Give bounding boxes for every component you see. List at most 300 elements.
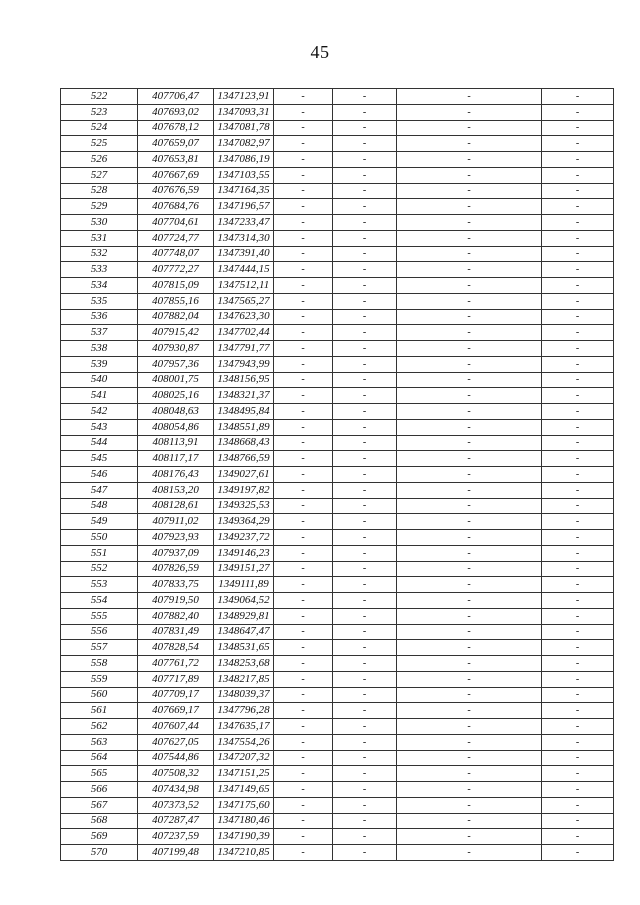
x-coordinate-cell: 407761,72 <box>138 656 214 672</box>
table-row <box>61 640 614 656</box>
x-coordinate-cell: 407772,27 <box>138 262 214 278</box>
dash-cell-7: - <box>542 404 614 420</box>
y-coordinate-cell: 1347565,27 <box>214 293 274 309</box>
y-coordinate-cell: 1347391,40 <box>214 246 274 262</box>
dash-cell-4: - <box>274 608 333 624</box>
dash-cell-7: - <box>542 766 614 782</box>
dash-cell-6: - <box>397 341 542 357</box>
table-row <box>61 199 614 215</box>
dash-cell-6: - <box>397 719 542 735</box>
table-row <box>61 719 614 735</box>
dash-cell-5: - <box>333 577 397 593</box>
dash-cell-4: - <box>274 183 333 199</box>
dash-cell-7: - <box>542 215 614 231</box>
dash-cell-6: - <box>397 671 542 687</box>
dash-cell-5: - <box>333 230 397 246</box>
dash-cell-4: - <box>274 750 333 766</box>
dash-cell-4: - <box>274 89 333 105</box>
dash-cell-5: - <box>333 388 397 404</box>
x-coordinate-cell: 408113,91 <box>138 435 214 451</box>
dash-cell-6: - <box>397 593 542 609</box>
dash-cell-7: - <box>542 120 614 136</box>
table-row <box>61 703 614 719</box>
x-coordinate-cell: 407923,93 <box>138 530 214 546</box>
x-coordinate-cell: 407748,07 <box>138 246 214 262</box>
point-number-cell: 559 <box>61 671 138 687</box>
dash-cell-5: - <box>333 167 397 183</box>
table-row <box>61 136 614 152</box>
dash-cell-6: - <box>397 813 542 829</box>
dash-cell-4: - <box>274 845 333 861</box>
table-row <box>61 782 614 798</box>
dash-cell-4: - <box>274 561 333 577</box>
dash-cell-7: - <box>542 199 614 215</box>
point-number-cell: 547 <box>61 482 138 498</box>
dash-cell-7: - <box>542 467 614 483</box>
dash-cell-4: - <box>274 829 333 845</box>
dash-cell-7: - <box>542 309 614 325</box>
table-row <box>61 215 614 231</box>
dash-cell-5: - <box>333 782 397 798</box>
dash-cell-5: - <box>333 356 397 372</box>
dash-cell-7: - <box>542 293 614 309</box>
point-number-cell: 551 <box>61 545 138 561</box>
y-coordinate-cell: 1348531,65 <box>214 640 274 656</box>
table-row <box>61 482 614 498</box>
dash-cell-4: - <box>274 372 333 388</box>
dash-cell-7: - <box>542 89 614 105</box>
dash-cell-7: - <box>542 545 614 561</box>
point-number-cell: 555 <box>61 608 138 624</box>
y-coordinate-cell: 1347702,44 <box>214 325 274 341</box>
dash-cell-5: - <box>333 136 397 152</box>
dash-cell-5: - <box>333 309 397 325</box>
table-row <box>61 766 614 782</box>
dash-cell-4: - <box>274 435 333 451</box>
point-number-cell: 566 <box>61 782 138 798</box>
dash-cell-4: - <box>274 278 333 294</box>
y-coordinate-cell: 1347180,46 <box>214 813 274 829</box>
dash-cell-6: - <box>397 325 542 341</box>
table-row <box>61 608 614 624</box>
point-number-cell: 569 <box>61 829 138 845</box>
dash-cell-7: - <box>542 530 614 546</box>
dash-cell-6: - <box>397 577 542 593</box>
table-row <box>61 341 614 357</box>
point-number-cell: 568 <box>61 813 138 829</box>
table-row <box>61 577 614 593</box>
dash-cell-5: - <box>333 183 397 199</box>
table-row <box>61 325 614 341</box>
x-coordinate-cell: 408153,20 <box>138 482 214 498</box>
y-coordinate-cell: 1347512,11 <box>214 278 274 294</box>
y-coordinate-cell: 1348929,81 <box>214 608 274 624</box>
x-coordinate-cell: 407882,40 <box>138 608 214 624</box>
dash-cell-6: - <box>397 230 542 246</box>
dash-cell-4: - <box>274 703 333 719</box>
dash-cell-6: - <box>397 372 542 388</box>
dash-cell-6: - <box>397 482 542 498</box>
x-coordinate-cell: 408048,63 <box>138 404 214 420</box>
x-coordinate-cell: 407627,05 <box>138 734 214 750</box>
dash-cell-5: - <box>333 608 397 624</box>
dash-cell-6: - <box>397 530 542 546</box>
dash-cell-5: - <box>333 845 397 861</box>
dash-cell-6: - <box>397 451 542 467</box>
dash-cell-5: - <box>333 152 397 168</box>
dash-cell-6: - <box>397 750 542 766</box>
dash-cell-7: - <box>542 593 614 609</box>
point-number-cell: 523 <box>61 104 138 120</box>
dash-cell-6: - <box>397 136 542 152</box>
y-coordinate-cell: 1347314,30 <box>214 230 274 246</box>
x-coordinate-cell: 407919,50 <box>138 593 214 609</box>
y-coordinate-cell: 1347164,35 <box>214 183 274 199</box>
y-coordinate-cell: 1348647,47 <box>214 624 274 640</box>
dash-cell-6: - <box>397 199 542 215</box>
dash-cell-4: - <box>274 309 333 325</box>
point-number-cell: 548 <box>61 498 138 514</box>
dash-cell-5: - <box>333 829 397 845</box>
point-number-cell: 564 <box>61 750 138 766</box>
dash-cell-7: - <box>542 671 614 687</box>
dash-cell-6: - <box>397 845 542 861</box>
y-coordinate-cell: 1348495,84 <box>214 404 274 420</box>
table-row <box>61 89 614 105</box>
dash-cell-4: - <box>274 577 333 593</box>
y-coordinate-cell: 1348551,89 <box>214 419 274 435</box>
dash-cell-7: - <box>542 498 614 514</box>
dash-cell-4: - <box>274 734 333 750</box>
y-coordinate-cell: 1347623,30 <box>214 309 274 325</box>
table-row <box>61 467 614 483</box>
table-row <box>61 813 614 829</box>
point-number-cell: 550 <box>61 530 138 546</box>
dash-cell-5: - <box>333 278 397 294</box>
dash-cell-6: - <box>397 561 542 577</box>
table-row <box>61 388 614 404</box>
dash-cell-4: - <box>274 230 333 246</box>
point-number-cell: 543 <box>61 419 138 435</box>
point-number-cell: 545 <box>61 451 138 467</box>
dash-cell-7: - <box>542 341 614 357</box>
dash-cell-6: - <box>397 656 542 672</box>
x-coordinate-cell: 407937,09 <box>138 545 214 561</box>
x-coordinate-cell: 407831,49 <box>138 624 214 640</box>
point-number-cell: 563 <box>61 734 138 750</box>
dash-cell-7: - <box>542 734 614 750</box>
x-coordinate-cell: 407915,42 <box>138 325 214 341</box>
dash-cell-7: - <box>542 482 614 498</box>
dash-cell-4: - <box>274 419 333 435</box>
dash-cell-6: - <box>397 435 542 451</box>
dash-cell-6: - <box>397 104 542 120</box>
y-coordinate-cell: 1348253,68 <box>214 656 274 672</box>
dash-cell-7: - <box>542 278 614 294</box>
point-number-cell: 560 <box>61 687 138 703</box>
dash-cell-7: - <box>542 577 614 593</box>
dash-cell-4: - <box>274 120 333 136</box>
point-number-cell: 533 <box>61 262 138 278</box>
point-number-cell: 524 <box>61 120 138 136</box>
point-number-cell: 542 <box>61 404 138 420</box>
x-coordinate-cell: 407434,98 <box>138 782 214 798</box>
dash-cell-6: - <box>397 467 542 483</box>
dash-cell-4: - <box>274 325 333 341</box>
dash-cell-7: - <box>542 624 614 640</box>
dash-cell-6: - <box>397 167 542 183</box>
x-coordinate-cell: 407544,86 <box>138 750 214 766</box>
dash-cell-7: - <box>542 435 614 451</box>
dash-cell-5: - <box>333 293 397 309</box>
y-coordinate-cell: 1347093,31 <box>214 104 274 120</box>
dash-cell-7: - <box>542 230 614 246</box>
dash-cell-7: - <box>542 262 614 278</box>
point-number-cell: 565 <box>61 766 138 782</box>
dash-cell-5: - <box>333 104 397 120</box>
y-coordinate-cell: 1347151,25 <box>214 766 274 782</box>
y-coordinate-cell: 1349197,82 <box>214 482 274 498</box>
point-number-cell: 540 <box>61 372 138 388</box>
dash-cell-4: - <box>274 482 333 498</box>
dash-cell-7: - <box>542 167 614 183</box>
dash-cell-5: - <box>333 341 397 357</box>
dash-cell-4: - <box>274 167 333 183</box>
y-coordinate-cell: 1347791,77 <box>214 341 274 357</box>
y-coordinate-cell: 1347196,57 <box>214 199 274 215</box>
y-coordinate-cell: 1349027,61 <box>214 467 274 483</box>
dash-cell-4: - <box>274 341 333 357</box>
table-row <box>61 356 614 372</box>
point-number-cell: 532 <box>61 246 138 262</box>
x-coordinate-cell: 407508,32 <box>138 766 214 782</box>
dash-cell-4: - <box>274 293 333 309</box>
y-coordinate-cell: 1347943,99 <box>214 356 274 372</box>
dash-cell-7: - <box>542 514 614 530</box>
dash-cell-7: - <box>542 419 614 435</box>
dash-cell-7: - <box>542 246 614 262</box>
x-coordinate-cell: 407706,47 <box>138 89 214 105</box>
dash-cell-6: - <box>397 498 542 514</box>
dash-cell-6: - <box>397 183 542 199</box>
x-coordinate-cell: 407855,16 <box>138 293 214 309</box>
dash-cell-6: - <box>397 215 542 231</box>
dash-cell-6: - <box>397 404 542 420</box>
dash-cell-5: - <box>333 372 397 388</box>
x-coordinate-cell: 408025,16 <box>138 388 214 404</box>
x-coordinate-cell: 407684,76 <box>138 199 214 215</box>
dash-cell-6: - <box>397 262 542 278</box>
y-coordinate-cell: 1349325,53 <box>214 498 274 514</box>
dash-cell-6: - <box>397 734 542 750</box>
point-number-cell: 570 <box>61 845 138 861</box>
point-number-cell: 537 <box>61 325 138 341</box>
y-coordinate-cell: 1347082,97 <box>214 136 274 152</box>
table-row <box>61 593 614 609</box>
y-coordinate-cell: 1347175,60 <box>214 797 274 813</box>
dash-cell-5: - <box>333 561 397 577</box>
dash-cell-6: - <box>397 388 542 404</box>
point-number-cell: 526 <box>61 152 138 168</box>
x-coordinate-cell: 407607,44 <box>138 719 214 735</box>
dash-cell-5: - <box>333 262 397 278</box>
y-coordinate-cell: 1347444,15 <box>214 262 274 278</box>
dash-cell-6: - <box>397 797 542 813</box>
x-coordinate-cell: 407815,09 <box>138 278 214 294</box>
table-row <box>61 309 614 325</box>
table-row <box>61 530 614 546</box>
table-row <box>61 167 614 183</box>
point-number-cell: 546 <box>61 467 138 483</box>
page-number: 45 <box>310 42 330 62</box>
dash-cell-5: - <box>333 624 397 640</box>
table-row <box>61 687 614 703</box>
y-coordinate-cell: 1347554,26 <box>214 734 274 750</box>
dash-cell-5: - <box>333 640 397 656</box>
dash-cell-5: - <box>333 797 397 813</box>
dash-cell-4: - <box>274 451 333 467</box>
dash-cell-7: - <box>542 782 614 798</box>
point-number-cell: 558 <box>61 656 138 672</box>
point-number-cell: 535 <box>61 293 138 309</box>
point-number-cell: 561 <box>61 703 138 719</box>
x-coordinate-cell: 408128,61 <box>138 498 214 514</box>
y-coordinate-cell: 1347086,19 <box>214 152 274 168</box>
dash-cell-5: - <box>333 703 397 719</box>
dash-cell-4: - <box>274 404 333 420</box>
x-coordinate-cell: 407653,81 <box>138 152 214 168</box>
x-coordinate-cell: 407659,07 <box>138 136 214 152</box>
y-coordinate-cell: 1349364,29 <box>214 514 274 530</box>
dash-cell-7: - <box>542 451 614 467</box>
dash-cell-4: - <box>274 104 333 120</box>
x-coordinate-cell: 408054,86 <box>138 419 214 435</box>
table-row <box>61 183 614 199</box>
point-number-cell: 531 <box>61 230 138 246</box>
dash-cell-4: - <box>274 640 333 656</box>
dash-cell-6: - <box>397 766 542 782</box>
y-coordinate-cell: 1348668,43 <box>214 435 274 451</box>
point-number-cell: 539 <box>61 356 138 372</box>
table-row <box>61 293 614 309</box>
x-coordinate-cell: 407678,12 <box>138 120 214 136</box>
y-coordinate-cell: 1347233,47 <box>214 215 274 231</box>
table-row <box>61 624 614 640</box>
point-number-cell: 549 <box>61 514 138 530</box>
dash-cell-7: - <box>542 829 614 845</box>
dash-cell-4: - <box>274 624 333 640</box>
dash-cell-5: - <box>333 467 397 483</box>
dash-cell-7: - <box>542 325 614 341</box>
dash-cell-6: - <box>397 278 542 294</box>
dash-cell-4: - <box>274 246 333 262</box>
dash-cell-6: - <box>397 120 542 136</box>
y-coordinate-cell: 1348766,59 <box>214 451 274 467</box>
dash-cell-4: - <box>274 719 333 735</box>
point-number-cell: 553 <box>61 577 138 593</box>
table-row <box>61 246 614 262</box>
dash-cell-5: - <box>333 813 397 829</box>
x-coordinate-cell: 408001,75 <box>138 372 214 388</box>
dash-cell-5: - <box>333 687 397 703</box>
dash-cell-4: - <box>274 498 333 514</box>
x-coordinate-cell: 407667,69 <box>138 167 214 183</box>
point-number-cell: 522 <box>61 89 138 105</box>
point-number-cell: 525 <box>61 136 138 152</box>
dash-cell-5: - <box>333 89 397 105</box>
dash-cell-4: - <box>274 797 333 813</box>
dash-cell-6: - <box>397 829 542 845</box>
y-coordinate-cell: 1348321,37 <box>214 388 274 404</box>
dash-cell-7: - <box>542 640 614 656</box>
y-coordinate-cell: 1349237,72 <box>214 530 274 546</box>
point-number-cell: 552 <box>61 561 138 577</box>
x-coordinate-cell: 407957,36 <box>138 356 214 372</box>
table-row <box>61 514 614 530</box>
point-number-cell: 544 <box>61 435 138 451</box>
dash-cell-5: - <box>333 435 397 451</box>
point-number-cell: 562 <box>61 719 138 735</box>
dash-cell-6: - <box>397 608 542 624</box>
point-number-cell: 567 <box>61 797 138 813</box>
dash-cell-5: - <box>333 498 397 514</box>
y-coordinate-cell: 1348039,37 <box>214 687 274 703</box>
dash-cell-6: - <box>397 687 542 703</box>
x-coordinate-cell: 407237,59 <box>138 829 214 845</box>
dash-cell-6: - <box>397 782 542 798</box>
x-coordinate-cell: 407717,89 <box>138 671 214 687</box>
y-coordinate-cell: 1349111,89 <box>214 577 274 593</box>
y-coordinate-cell: 1347103,55 <box>214 167 274 183</box>
dash-cell-5: - <box>333 199 397 215</box>
y-coordinate-cell: 1349146,23 <box>214 545 274 561</box>
dash-cell-7: - <box>542 719 614 735</box>
coordinates-table <box>60 88 614 861</box>
dash-cell-6: - <box>397 640 542 656</box>
dash-cell-6: - <box>397 624 542 640</box>
table-row <box>61 734 614 750</box>
table-row <box>61 797 614 813</box>
dash-cell-4: - <box>274 199 333 215</box>
point-number-cell: 530 <box>61 215 138 231</box>
dash-cell-4: - <box>274 514 333 530</box>
x-coordinate-cell: 408117,17 <box>138 451 214 467</box>
dash-cell-6: - <box>397 152 542 168</box>
dash-cell-4: - <box>274 356 333 372</box>
dash-cell-5: - <box>333 246 397 262</box>
table-row <box>61 451 614 467</box>
x-coordinate-cell: 408176,43 <box>138 467 214 483</box>
dash-cell-7: - <box>542 104 614 120</box>
y-coordinate-cell: 1347796,28 <box>214 703 274 719</box>
dash-cell-5: - <box>333 451 397 467</box>
dash-cell-5: - <box>333 766 397 782</box>
x-coordinate-cell: 407826,59 <box>138 561 214 577</box>
dash-cell-4: - <box>274 545 333 561</box>
x-coordinate-cell: 407373,52 <box>138 797 214 813</box>
dash-cell-6: - <box>397 545 542 561</box>
dash-cell-4: - <box>274 388 333 404</box>
dash-cell-5: - <box>333 530 397 546</box>
table-row <box>61 419 614 435</box>
point-number-cell: 538 <box>61 341 138 357</box>
table-row <box>61 845 614 861</box>
table-row <box>61 671 614 687</box>
dash-cell-5: - <box>333 593 397 609</box>
y-coordinate-cell: 1348156,95 <box>214 372 274 388</box>
point-number-cell: 534 <box>61 278 138 294</box>
y-coordinate-cell: 1347207,32 <box>214 750 274 766</box>
